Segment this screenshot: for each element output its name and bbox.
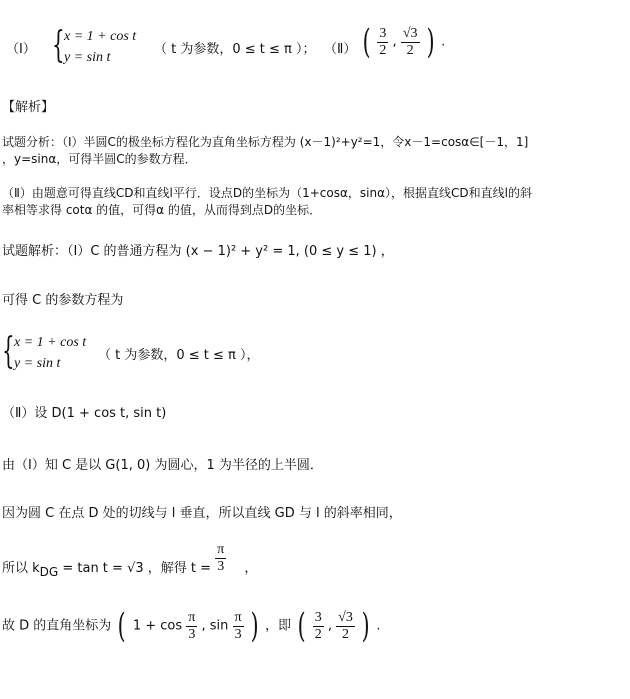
left-paren-2: (	[297, 606, 306, 646]
result-x: $\frac{3}{2}$	[314, 609, 322, 642]
brace-symbol: {	[2, 331, 15, 372]
section-title: 【解析】	[2, 100, 55, 115]
brace-symbol: {	[52, 25, 65, 66]
analysis-line-4: 率相等求得 cotα 的值，可得α 的值，从而得到点D的坐标．	[2, 203, 322, 217]
fraction-pi-3-b: $\frac{\pi}{3}$	[234, 609, 242, 642]
system-y: y = sin t	[14, 356, 61, 371]
solution-line-6: 所以 $k_{DG} = \tan t = √3$ ，解得 t = $\frac{\pi}{3}$ ，	[2, 542, 258, 579]
fraction-t: $\frac{\pi}{3}$	[217, 542, 225, 574]
part2-label: （Ⅱ）	[324, 42, 357, 57]
left-paren: (	[118, 606, 127, 646]
right-paren-2: )	[361, 606, 370, 646]
solution-line-1: 试题解析：（Ⅰ）C 的普通方程为 (x − 1)² + y² = 1, (0 ≤ y ≤ 1) ，	[2, 244, 394, 259]
param-system	[2, 332, 86, 374]
solution-line-4: 由（Ⅰ）知 C 是以 G(1, 0) 为圆心，1 为半径的上半圆．	[2, 458, 323, 473]
fraction-x: $\frac{3}{2}$	[379, 25, 387, 58]
right-paren: )	[426, 22, 435, 62]
analysis-line-1: 试题分析：（Ⅰ）半圆C的极坐标方程化为直角坐标方程为 (x－1)²+y²=1，令x－1=cosα∈[－1，1]	[2, 135, 529, 149]
solution-line-7: 故 D 的直角坐标为 ( 1 + cos $\frac{\pi}{3}$ , sin $\frac{\pi}{3}$ ) ，即 ( $\frac{3}{2}$ , $\frac{√3}{2}$ ) .	[2, 606, 381, 646]
equation-x: x = 1 + cos t	[64, 29, 137, 44]
solution-line-3: （Ⅱ）设 D(1 + cos t, sin t)	[2, 406, 167, 421]
result-y: $\frac{√3}{2}$	[338, 609, 353, 642]
answer-point: ( $\frac{3}{2}$ , $\frac{√3}{2}$ ) .	[362, 22, 446, 62]
param-condition: （ t 为参数，0 ≤ t ≤ π ）；	[154, 42, 316, 57]
system-x: x = 1 + cos t	[14, 335, 87, 350]
system-condition: （ t 为参数，0 ≤ t ≤ π ），	[98, 348, 260, 363]
fraction-pi-3-a: $\frac{\pi}{3}$	[188, 609, 196, 642]
left-paren: (	[362, 22, 371, 62]
analysis-line-2: ，y=sinα，可得半圆C的参数方程．	[2, 152, 197, 166]
param-equation-system	[52, 26, 136, 68]
right-paren: )	[250, 606, 259, 646]
equation-y: y = sin t	[64, 50, 111, 65]
part1-label: （Ⅰ）	[6, 42, 36, 57]
solution-line-5: 因为圆 C 在点 D 处的切线与 l 垂直，所以直线 GD 与 l 的斜率相同，	[2, 506, 402, 521]
analysis-line-3: （Ⅱ）由题意可得直线CD和直线l平行．设点D的坐标为（1+cosα，sinα），根据直线CD和直线l的斜	[2, 186, 532, 200]
fraction-y: $\frac{√3}{2}$	[402, 25, 418, 58]
solution-line-2: 可得 C 的参数方程为	[2, 293, 124, 308]
